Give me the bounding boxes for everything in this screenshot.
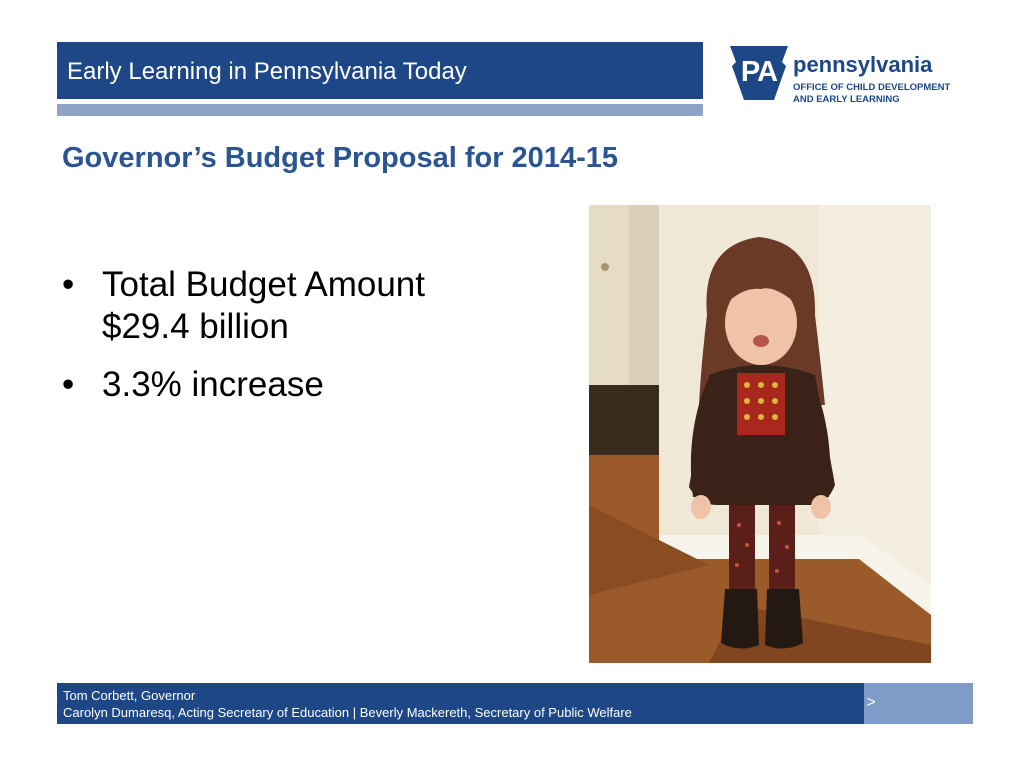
pa-logo: [728, 44, 988, 104]
bullet-text: 3.3% increase: [102, 365, 324, 404]
logo-mark: PA: [740, 56, 778, 88]
header-title: Early Learning in Pennsylvania Today: [67, 58, 467, 85]
slide-heading: Governor’s Budget Proposal for 2014-15: [62, 142, 618, 174]
child-photo: [589, 205, 931, 663]
logo-name: pennsylvania: [793, 52, 933, 77]
next-arrow-icon: >: [866, 694, 876, 711]
footer-secretaries: Carolyn Dumaresq, Acting Secretary of Education | Beverly Mackereth, Secretary of Public Welfare: [63, 705, 632, 720]
logo-subtitle-line2: AND EARLY LEARNING: [793, 94, 900, 105]
bullet-list: [62, 264, 562, 422]
header-bar: [57, 42, 703, 99]
bullet-text-continued: $29.4 billion: [102, 307, 289, 346]
footer-governor: Tom Corbett, Governor: [63, 688, 196, 703]
bullet-item: [62, 264, 562, 348]
bullet-dot: •: [62, 365, 75, 404]
footer-bar: [57, 683, 864, 724]
next-slide-button[interactable]: [864, 683, 973, 724]
bullet-dot: •: [62, 265, 75, 304]
header-divider: [57, 104, 703, 116]
child-photo-illustration: [589, 205, 931, 663]
logo-subtitle: [793, 82, 950, 106]
bullet-text: Total Budget Amount: [102, 265, 425, 304]
logo-subtitle-line1: OFFICE OF CHILD DEVELOPMENT: [793, 82, 951, 93]
bullet-item: [62, 364, 562, 406]
